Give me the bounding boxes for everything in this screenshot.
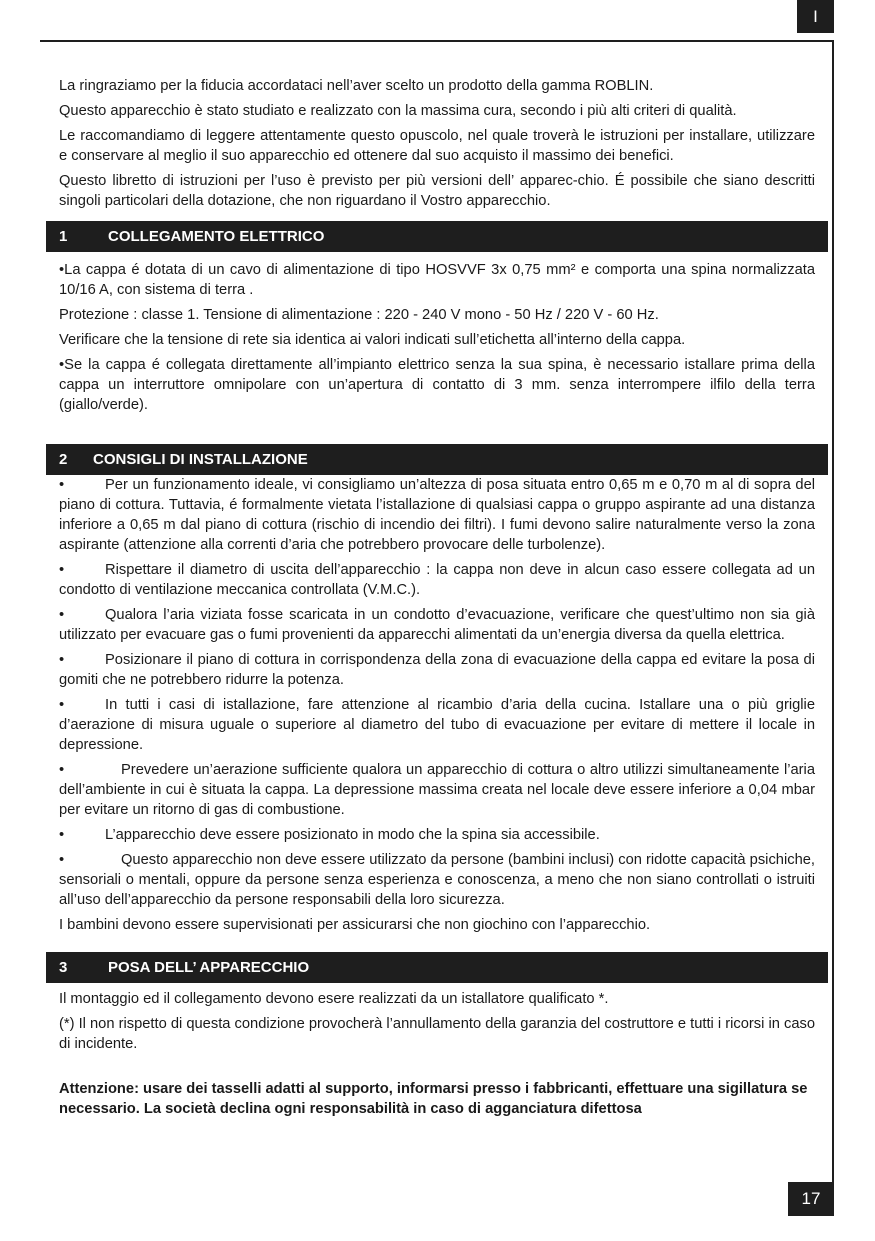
intro-paragraph: Questo libretto di istruzioni per l’uso è previsto per più versioni dell’ apparec-chio. É possibile che siano descritti singoli particolari della dotazione, che non riguardano il Vostro apparecchio. (59, 173, 815, 209)
section-1-header (46, 221, 828, 252)
top-rule (40, 40, 834, 42)
section-1-number: 1 (59, 227, 68, 245)
section-2-header (46, 444, 828, 475)
section-2-bullet: • Rispettare il diametro di uscita dell’apparecchio : la cappa non deve in alcun caso essere collegata ad un condotto di ventilazione meccanica controllata (V.M.C.). (59, 562, 815, 598)
right-rule (832, 40, 834, 1182)
intro-paragraph: Questo apparecchio è stato studiato e realizzato con la massima cura, secondo i più alti criteri di qualità. (59, 103, 737, 119)
section-2-bullet: • Per un funzionamento ideale, vi consigliamo un’altezza di posa situata entro 0,65 m e 0,70 m al di sopra del piano di cottura. Tuttavia, é formalmente vietata l’istallazione di qualsiasi cappa o gruppo aspirante ad una distanza inferiore a 0,65 m dal piano di cottura (rischio di incendio dei filtri). I fumi devono salire naturalmente verso la zona aspirante (attenzione alla correnti d’aria che potrebbero provocare delle turbolenze). (59, 477, 815, 553)
language-tab: I (797, 0, 834, 33)
section-2-bullet: • Qualora l’aria viziata fosse scaricata in un condotto d’evacuazione, verificare che quest’ultimo non sia già utilizzato per evacuare gas o fumi provenienti da apparecchi alimentati da un’energia diversa da quella elettrica. (59, 607, 815, 643)
section-1-title: COLLEGAMENTO ELETTRICO (108, 227, 325, 245)
document-body (59, 76, 815, 1124)
section-2-bullet: • L’apparecchio deve essere posizionato in modo che la spina sia accessibile. (59, 827, 600, 843)
section-3-text: Il montaggio ed il collegamento devono esere realizzati da un istallatore qualificato *. (59, 991, 609, 1007)
section-3-header (46, 952, 828, 983)
section-2-bullet: • Posizionare il piano di cottura in corrispondenza della zona di evacuazione della cappa ed evitare la posa di gomiti che ne potrebbero ridurre la potenza. (59, 652, 815, 688)
intro-paragraph: Le raccomandiamo di leggere attentamente questo opuscolo, nel quale troverà le istruzioni per installare, utilizzare e conservare al meglio il suo apparecchio ed ottenere dal suo acquisto il massimo dei benefici. (59, 128, 815, 164)
section-1-text: Verificare che la tensione di rete sia identica ai valori indicati sull’etichetta all’interno della cappa. (59, 332, 686, 348)
section-3-number: 3 (59, 958, 68, 976)
section-2-note: I bambini devono essere supervisionati per assicurarsi che non giochino con l’apparecchio. (59, 917, 651, 933)
section-1-text: Protezione : classe 1. Tensione di alimentazione : 220 - 240 V mono - 50 Hz / 220 V - 60 Hz. (59, 307, 659, 323)
section-1-bullet: •Se la cappa é collegata direttamente all’impianto elettrico senza la sua spina, è necessario istallare prima della cappa un interruttore omnipolare con un’apertura di contatto di 3 mm. senza interrompere ilfilo della terra (giallo/verde). (59, 357, 815, 413)
section-2-bullet: • Questo apparecchio non deve essere utilizzato da persone (bambini inclusi) con ridotte capacità psichiche, sensoriali o mentali, oppure da persone senza esperienza e conoscenza, a meno che non siano controllati o istruiti all’uso dell’apparecchio da persone responsabili della loro sicurezza. (59, 852, 815, 908)
section-2-title: CONSIGLI DI INSTALLAZIONE (93, 450, 308, 468)
section-3-warning: Attenzione: usare dei tasselli adatti al supporto, informarsi presso i fabbricanti, effettuare una sigillatura se necessario. La società declina ogni responsabilità in caso di agganciatura difettosa (59, 1081, 808, 1117)
section-1-bullet: •La cappa é dotata di un cavo di alimentazione di tipo HOSVVF 3x 0,75 mm² e comporta una spina normalizzata 10/16 A, con sistema di terra . (59, 262, 815, 298)
section-2-bullet: • Prevedere un’aerazione sufficiente qualora un apparecchio di cottura o altro utilizzi simultaneamente l’aria dell’ambiente in cui è situata la cappa. La depressione massima creata nel locale deve essere inferiore a 0,04 mbar per evitare un ritorno di gas di combustione. (59, 762, 815, 818)
section-3-title: POSA DELL’ APPARECCHIO (108, 958, 310, 976)
page-number: 17 (788, 1182, 834, 1216)
section-2-bullet: • In tutti i casi di istallazione, fare attenzione al ricambio d’aria della cucina. Istallare una o più griglie d’aerazione di misura uguale o superiore al diametro del tubo di evacuazione per evitare di mettere il locale in depressione. (59, 697, 815, 753)
section-2-number: 2 (59, 450, 68, 468)
section-3-text: (*) Il non rispetto di questa condizione provocherà l’annullamento della garanzia del costruttore e tutti i ricorsi in caso di incidente. (59, 1016, 815, 1052)
intro-paragraph: La ringraziamo per la fiducia accordataci nell’aver scelto un prodotto della gamma ROBLIN. (59, 78, 654, 94)
